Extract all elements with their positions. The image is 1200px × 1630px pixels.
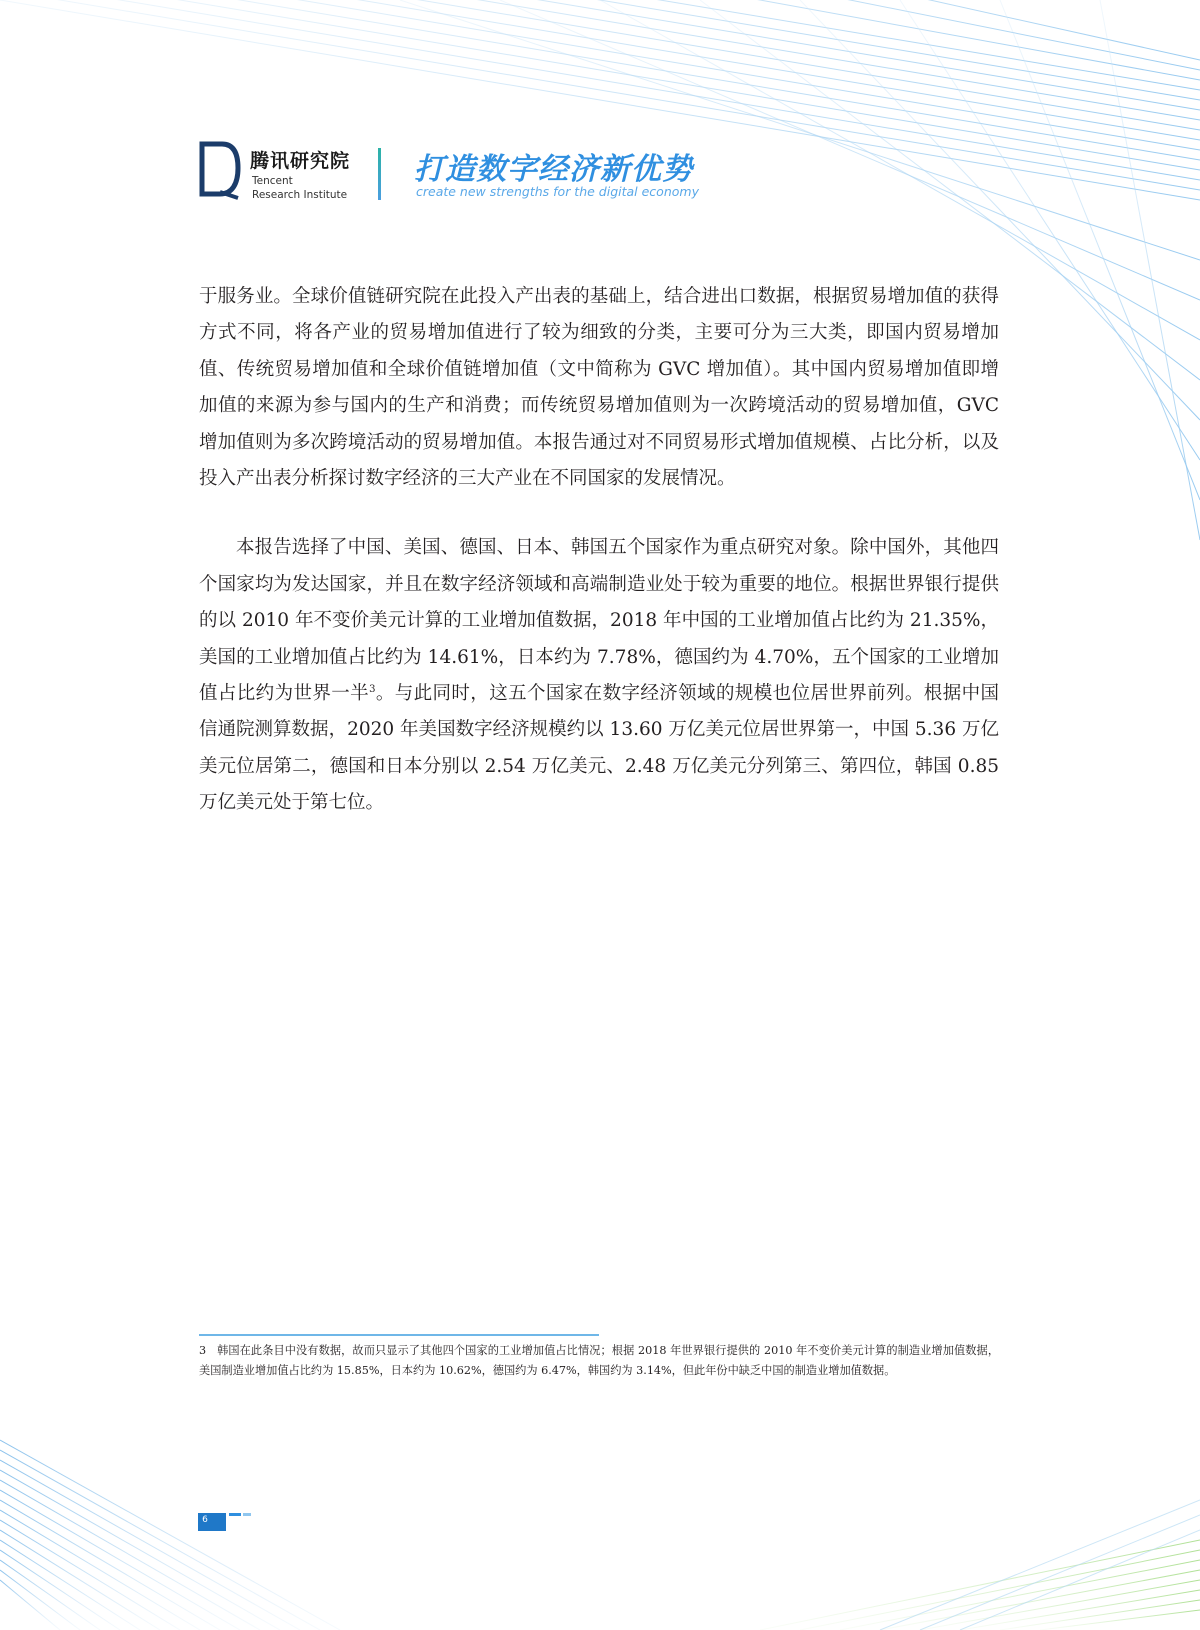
- bottom-wave-lines: [0, 1440, 340, 1630]
- paragraph-1: 于服务业。全球价值链研究院在此投入产出表的基础上，结合进出口数据，根据贸易增加值的获得方式不同，将各产业的贸易增加值进行了较为细致的分类，主要可分为三大类，即国内贸易增加值、传统贸易增加值和全球价值链增加值（文中简称为 GVC 增加值）。其中国内贸易增加值即增加值的来源为参与国内的生产和消费；而传统贸易增加值则为一次跨境活动的贸易增加值，GVC 增加值则为多次跨境活动的贸易增加值。本报告通过对不同贸易形式增加值规模、占比分析，以及投入产出表分析探讨数字经济的三大产业在不同国家的发展情况。: [199, 286, 999, 490]
- paragraph-2-text-a: 本报告选择了中国、美国、德国、日本、韩国五个国家作为重点研究对象。除中国外，其他四个国家均为发达国家，并且在数字经济领域和高端制造业处于较为重要的地位。根据世界银行提供的以 2010 年不变价美元计算的工业增加值数据，2018 年中国的工业增加值占比约为 21.35%，美国的工业增加值占比约为 14.61%，日本约为 7.78%，德国约为 4.70%，五个国家的工业增加值占比约为世界一半: [199, 537, 999, 705]
- page-number-accent: [229, 1513, 241, 1516]
- footnote-number: 3: [199, 1344, 207, 1357]
- paragraph-2: [199, 530, 999, 821]
- main-content: [199, 279, 999, 822]
- footnote: [199, 1341, 999, 1380]
- page-header: [198, 140, 718, 208]
- paragraph-2-text-b: 。与此同时，这五个国家在数字经济领域的规模也位居世界前列。根据中国信通院测算数据，2020 年美国数字经济规模约以 13.60 万亿美元位居世界第一，中国 5.36 万亿美元位居第二，德国和日本分别以 2.54 万亿美元、2.48 万亿美元分列第三、第四位，韩国 0.85 万亿美元处于第七位。: [199, 683, 999, 814]
- page-number: 6: [202, 1515, 208, 1525]
- footnote-text: 韩国在此条目中没有数据，故而只显示了其他四个国家的工业增加值占比情况；根据 2018 年世界银行提供的 2010 年不变价美元计算的制造业增加值数据，美国制造业增加值占比约为 15.85%，日本约为 10.62%，德国约为 6.47%，韩国约为 3.14%，但此年份中缺乏中国的制造业增加值数据。: [199, 1344, 1000, 1377]
- footnote-reference[interactable]: 3: [369, 683, 376, 695]
- bottom-right-lines: [760, 1540, 1200, 1630]
- slogan-cn: 打造数字经济新优势: [414, 152, 693, 187]
- page-number-badge: [198, 1513, 226, 1531]
- tencent-logo-icon: [198, 140, 242, 200]
- logo-title-cn: 腾讯研究院: [250, 150, 351, 172]
- logo-title-en-line2: Research Institute: [252, 189, 348, 201]
- page-number-accent-light: [243, 1513, 251, 1516]
- slogan-en: create new strengths for the digital economy: [416, 184, 699, 199]
- header-divider: [378, 148, 381, 200]
- footnote-divider: [199, 1334, 599, 1336]
- logo-title-en-line1: Tencent: [252, 175, 293, 187]
